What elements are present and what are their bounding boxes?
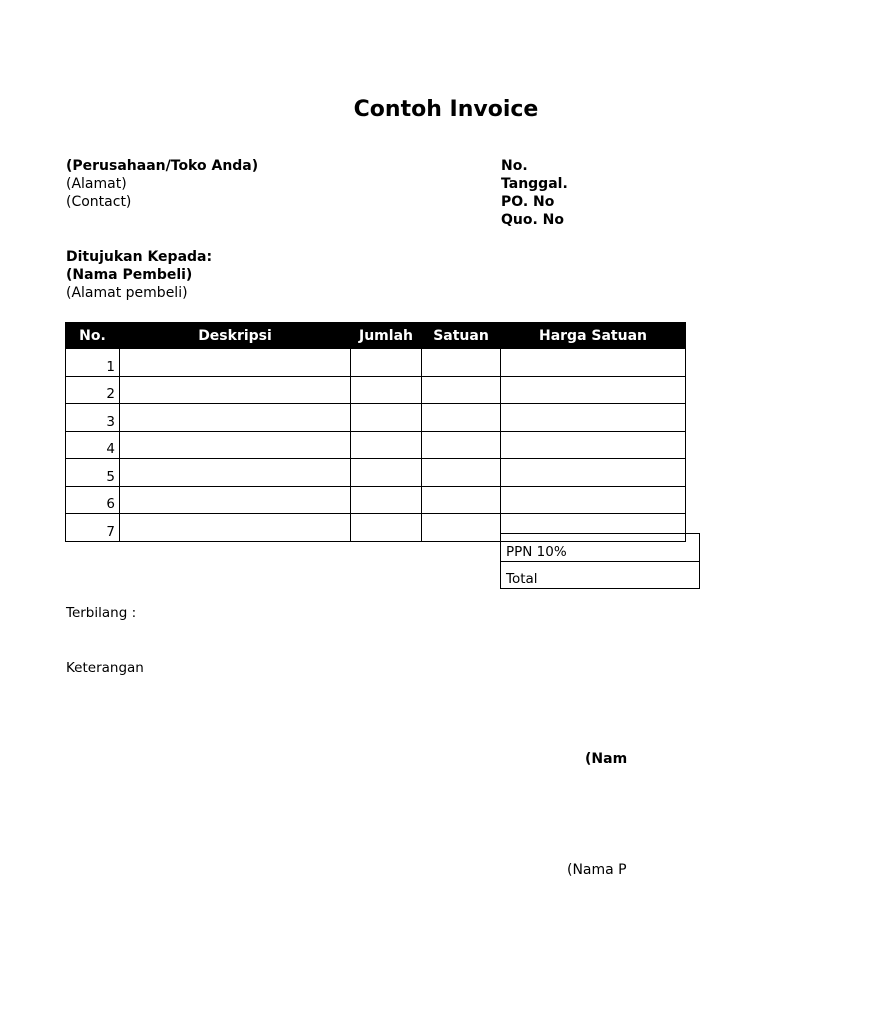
- unit-cell[interactable]: [422, 431, 501, 459]
- description-cell[interactable]: [120, 459, 351, 487]
- quantity-cell[interactable]: [351, 486, 422, 514]
- quantity-cell[interactable]: [351, 431, 422, 459]
- invoice-no-label: No.: [501, 158, 528, 174]
- signature-company: (Nam: [585, 751, 628, 767]
- unit-cell[interactable]: [422, 404, 501, 432]
- unit-price-cell[interactable]: [501, 486, 686, 514]
- quantity-cell[interactable]: [351, 404, 422, 432]
- terbilang-label: Terbilang :: [66, 605, 137, 621]
- page-title: Contoh Invoice: [353, 97, 539, 122]
- table-row: [66, 486, 686, 514]
- tax-row: [501, 534, 700, 562]
- row-number: 6: [66, 486, 120, 514]
- table-row: [66, 376, 686, 404]
- seller-address: (Alamat): [66, 176, 127, 192]
- description-cell[interactable]: [120, 514, 351, 542]
- table-row: [66, 404, 686, 432]
- totals-table: [500, 533, 700, 589]
- unit-price-cell[interactable]: [501, 376, 686, 404]
- description-cell[interactable]: [120, 486, 351, 514]
- row-number: 7: [66, 514, 120, 542]
- unit-price-cell[interactable]: [501, 349, 686, 377]
- table-row: [66, 431, 686, 459]
- table-header-row: [66, 323, 686, 349]
- header-no: No.: [66, 323, 120, 349]
- description-cell[interactable]: [120, 349, 351, 377]
- items-table: [65, 322, 686, 542]
- row-number: 2: [66, 376, 120, 404]
- unit-price-cell[interactable]: [501, 404, 686, 432]
- quantity-cell[interactable]: [351, 459, 422, 487]
- po-no-label: PO. No: [501, 194, 555, 210]
- row-number: 4: [66, 431, 120, 459]
- unit-cell[interactable]: [422, 349, 501, 377]
- row-number: 3: [66, 404, 120, 432]
- row-number: 1: [66, 349, 120, 377]
- tax-label: PPN 10%: [501, 534, 700, 562]
- quantity-cell[interactable]: [351, 514, 422, 542]
- quantity-cell[interactable]: [351, 376, 422, 404]
- table-row: [66, 459, 686, 487]
- header-quantity: Jumlah: [351, 323, 422, 349]
- date-label: Tanggal.: [501, 176, 568, 192]
- recipient-heading: Ditujukan Kepada:: [66, 249, 213, 265]
- quantity-cell[interactable]: [351, 349, 422, 377]
- total-row: [501, 561, 700, 589]
- signature-person: (Nama P: [567, 862, 627, 878]
- quo-no-label: Quo. No: [501, 212, 565, 228]
- unit-cell[interactable]: [422, 376, 501, 404]
- recipient-address: (Alamat pembeli): [66, 285, 188, 301]
- header-unit-price: Harga Satuan: [501, 323, 686, 349]
- table-row: [66, 349, 686, 377]
- description-cell[interactable]: [120, 376, 351, 404]
- seller-contact: (Contact): [66, 194, 132, 210]
- unit-cell[interactable]: [422, 514, 501, 542]
- seller-name: (Perusahaan/Toko Anda): [66, 158, 259, 174]
- keterangan-label: Keterangan: [66, 660, 144, 676]
- total-label: Total: [501, 561, 700, 589]
- row-number: 5: [66, 459, 120, 487]
- unit-cell[interactable]: [422, 459, 501, 487]
- unit-price-cell[interactable]: [501, 459, 686, 487]
- header-description: Deskripsi: [120, 323, 351, 349]
- recipient-name: (Nama Pembeli): [66, 267, 193, 283]
- description-cell[interactable]: [120, 431, 351, 459]
- description-cell[interactable]: [120, 404, 351, 432]
- unit-cell[interactable]: [422, 486, 501, 514]
- header-unit: Satuan: [422, 323, 501, 349]
- unit-price-cell[interactable]: [501, 431, 686, 459]
